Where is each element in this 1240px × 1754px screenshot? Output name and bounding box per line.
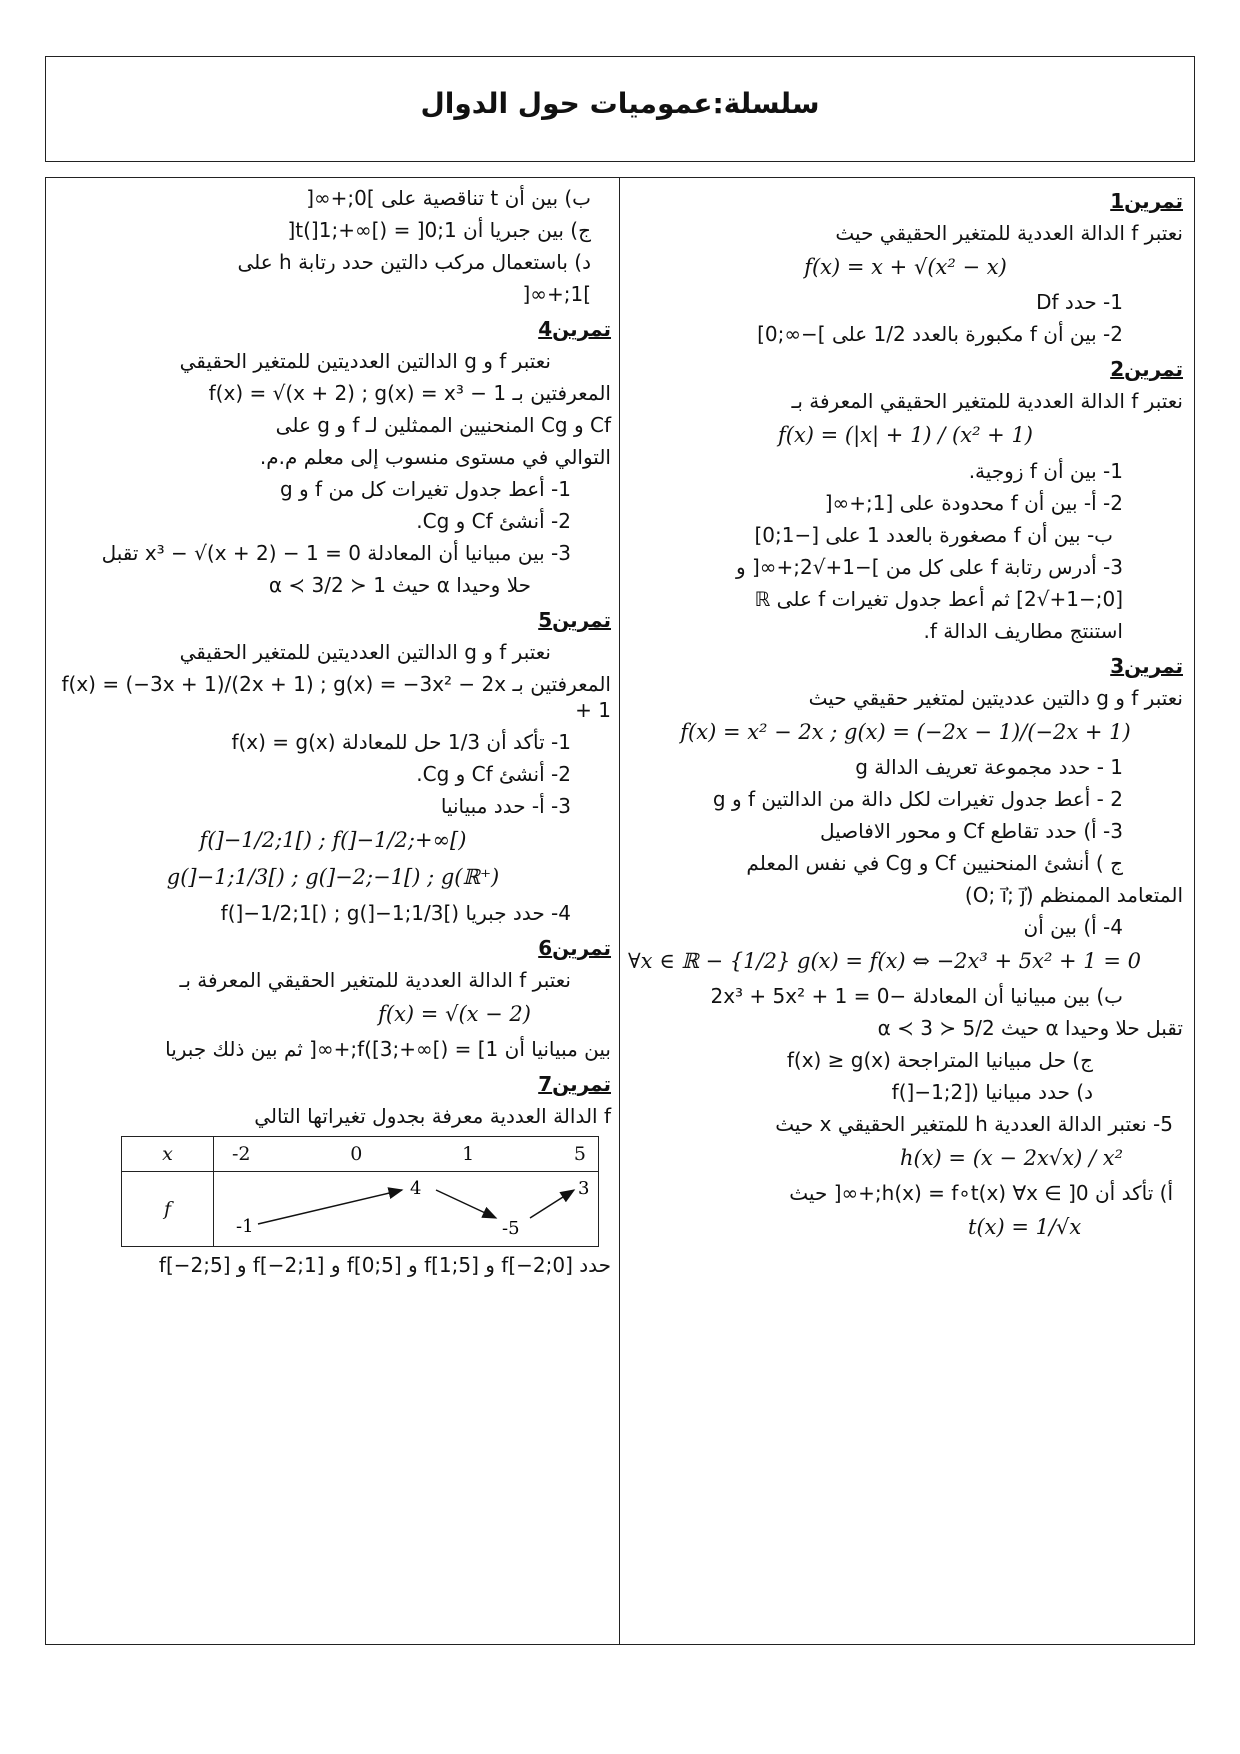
question: 2- أنشئ Cf و Cg.	[416, 762, 571, 786]
variation-row-x	[122, 1136, 599, 1171]
x-label: x	[122, 1136, 214, 1171]
exercise-intro: المعرفتين بـ f(x) = √(x + 2) ; g(x) = x³ − 1	[208, 381, 611, 405]
exercise-7	[55, 1065, 611, 1281]
question: 2- أنشئ Cf و Cg.	[416, 509, 571, 533]
formula: ∀x ∈ ℝ − {1/2} g(x) = f(x) ⇔ −2x³ + 5x² + 1 = 0	[628, 948, 1141, 973]
page-title: سلسلة:عموميات حول الدوال	[420, 87, 820, 120]
exercise-intro: نعتبر f و g دالتين عدديتين لمتغير حقيقي حيث	[808, 685, 1183, 710]
exercise-intro: نعتبر f الدالة العددية للمتغير الحقيقي المعرفة بـ	[791, 389, 1183, 414]
variation-table	[121, 1136, 599, 1247]
exercise-intro: نعتبر f الدالة العددية للمتغير الحقيقي المعرفة بـ	[179, 967, 571, 992]
variation-arrows	[214, 1172, 598, 1246]
f-value: -1	[236, 1215, 254, 1237]
formula: f(]−1/2;1[) ; f(]−1/2;+∞[)	[199, 828, 467, 852]
question: ب) بين مبيانيا أن المعادلة −2x³ + 5x² + 1 = 0	[710, 984, 1123, 1009]
increasing-arrow	[258, 1190, 402, 1224]
exercise-3	[628, 647, 1183, 1247]
x-value: 5	[573, 1142, 586, 1165]
f-value: -5	[502, 1217, 520, 1239]
column-divider	[619, 177, 620, 1645]
question: استنتج مطاريف الدالة f.	[923, 618, 1123, 643]
exercise-heading: تمرين7	[538, 1071, 611, 1096]
exercise-intro: f الدالة العددية معرفة بجدول تغيراتها التالي	[254, 1103, 611, 1128]
question: 5- نعتبر الدالة العددية h للمتغير الحقيقي x حيث	[775, 1112, 1173, 1137]
question: د) حدد مبيانيا f(]−1;2])	[891, 1080, 1093, 1105]
exercise-intro: نعتبر f الدالة العددية للمتغير الحقيقي حيث	[835, 221, 1183, 245]
f-value: 3	[578, 1177, 590, 1199]
exercise-heading: تمرين1	[1110, 189, 1183, 213]
question: 1- أعط جدول تغيرات كل من f و g	[279, 477, 571, 501]
right-column	[628, 182, 1183, 1247]
x-value: 1	[462, 1142, 475, 1165]
exercise-intro: Cf و Cg المنحنيين الممثلين لـ f و g على	[275, 413, 611, 437]
decreasing-arrow	[436, 1190, 496, 1218]
formula: f(x) = x + √(x² − x)	[804, 255, 1007, 279]
x-value: 0	[350, 1142, 363, 1165]
exercise-intro: نعتبر f و g الدالتين العدديتين للمتغير الحقيقي	[179, 640, 551, 664]
exercise-intro: نعتبر f و g الدالتين العدديتين للمتغير الحقيقي	[179, 349, 551, 373]
question: 1- تأكد أن 1/3 حل للمعادلة f(x) = g(x)	[231, 730, 571, 754]
f-label: f	[122, 1171, 214, 1246]
question: 2- أ- بين أن f محدودة على [1;+∞[	[824, 490, 1123, 515]
exercise-1	[628, 182, 1183, 350]
question: 3- بين مبيانيا أن المعادلة x³ − √(x + 2) − 1 = 0 تقبل	[101, 541, 571, 565]
exercise-5	[55, 601, 611, 929]
question: 1- بين أن f زوجية.	[968, 458, 1123, 483]
question: ج ) أنشئ المنحنيين Cf و Cg في نفس المعلم	[746, 850, 1123, 875]
question: بين مبيانيا أن f([3;+∞[) = [1;+∞[ ثم بين ذلك جبريا	[165, 1036, 611, 1061]
question: حلا وحيدا α حيث 1 ≺ α ≺ 3/2	[268, 573, 531, 597]
question: د) باستعمال مركب دالتين حدد رتابة h على	[237, 250, 591, 274]
question: ب- بين أن f مصغورة بالعدد 1 على [−1;0]	[754, 522, 1113, 547]
question: 1 - حدد مجموعة تعريف الدالة g	[855, 754, 1123, 779]
question: أ) تأكد أن h(x) = f∘t(x) ∀x ∈ ]0;+∞[ حيث	[789, 1181, 1173, 1206]
question: 1- حدد Df	[1036, 290, 1123, 315]
question: ج) بين جبريا أن t(]1;+∞[) = ]0;1[	[287, 218, 591, 242]
question: 3- أدرس رتابة f على كل من ]−1+√2;+∞[ و	[735, 554, 1123, 579]
question: [0;−1+√2] ثم أعط جدول تغيرات f على ℝ	[754, 586, 1123, 611]
formula: f(x) = √(x − 2)	[378, 1001, 531, 1026]
exercise-3-continued	[55, 182, 611, 310]
exercise-4	[55, 310, 611, 601]
variation-row-f	[122, 1171, 599, 1246]
question: ]1;+∞[	[522, 282, 591, 306]
question: حدد f[−2;0] و f[1;5] و f[0;5] و f[−2;1] و f[−2;5]	[158, 1252, 611, 1277]
question: 4- أ) بين أن	[1023, 914, 1123, 939]
question: 3- أ- حدد مبيانيا	[440, 794, 571, 818]
exercise-heading: تمرين5	[538, 608, 611, 632]
question: 3- أ) حدد تقاطع Cf و محور الافاصيل	[820, 818, 1123, 843]
exercise-intro: المعرفتين بـ f(x) = (−3x + 1)/(2x + 1) ; g(x) = −3x² − 2x + 1	[61, 672, 611, 722]
exercise-heading: تمرين4	[538, 317, 611, 341]
exercise-6	[55, 929, 611, 1065]
question: ب) بين أن t تناقصية على ]0;+∞[	[306, 186, 591, 210]
title-box	[45, 56, 1195, 162]
question: 4- حدد جبريا f(]−1/2;1[) ; g(]−1;1/3[)	[220, 900, 571, 925]
exercise-2	[628, 350, 1183, 646]
exercise-heading: تمرين6	[538, 935, 611, 960]
formula: f(x) = x² − 2x ; g(x) = (−2x − 1)/(−2x + 1)	[680, 719, 1131, 744]
exercise-heading: تمرين2	[1110, 357, 1183, 382]
f-value: 4	[410, 1177, 422, 1199]
x-value: -2	[232, 1142, 251, 1165]
question: المتعامد الممنظم (O; i⃗; j⃗)	[964, 882, 1183, 907]
increasing-arrow	[530, 1190, 574, 1218]
question: 2- بين أن f مكبورة بالعدد 1/2 على ]−∞;0]	[757, 322, 1123, 347]
formula: f(x) = (|x| + 1) / (x² + 1)	[777, 423, 1033, 448]
question: ج) حل مبيانيا المتراجحة f(x) ≥ g(x)	[786, 1048, 1093, 1073]
x-values	[214, 1142, 598, 1167]
exercise-heading: تمرين3	[1110, 653, 1183, 678]
question: تقبل حلا وحيدا α حيث 5/2 ≺ α ≺ 3	[877, 1016, 1183, 1041]
formula: t(x) = 1/√x	[968, 1215, 1082, 1240]
formula: g(]−1;1/3[) ; g(]−2;−1[) ; g(ℝ⁺)	[166, 865, 500, 890]
exercise-intro: التوالي في مستوى منسوب إلى معلم م.م.	[259, 445, 611, 469]
left-column	[55, 182, 611, 1281]
question: 2 - أعط جدول تغيرات لكل دالة من الدالتين f و g	[712, 786, 1123, 811]
formula: h(x) = (x − 2x√x) / x²	[900, 1146, 1123, 1171]
